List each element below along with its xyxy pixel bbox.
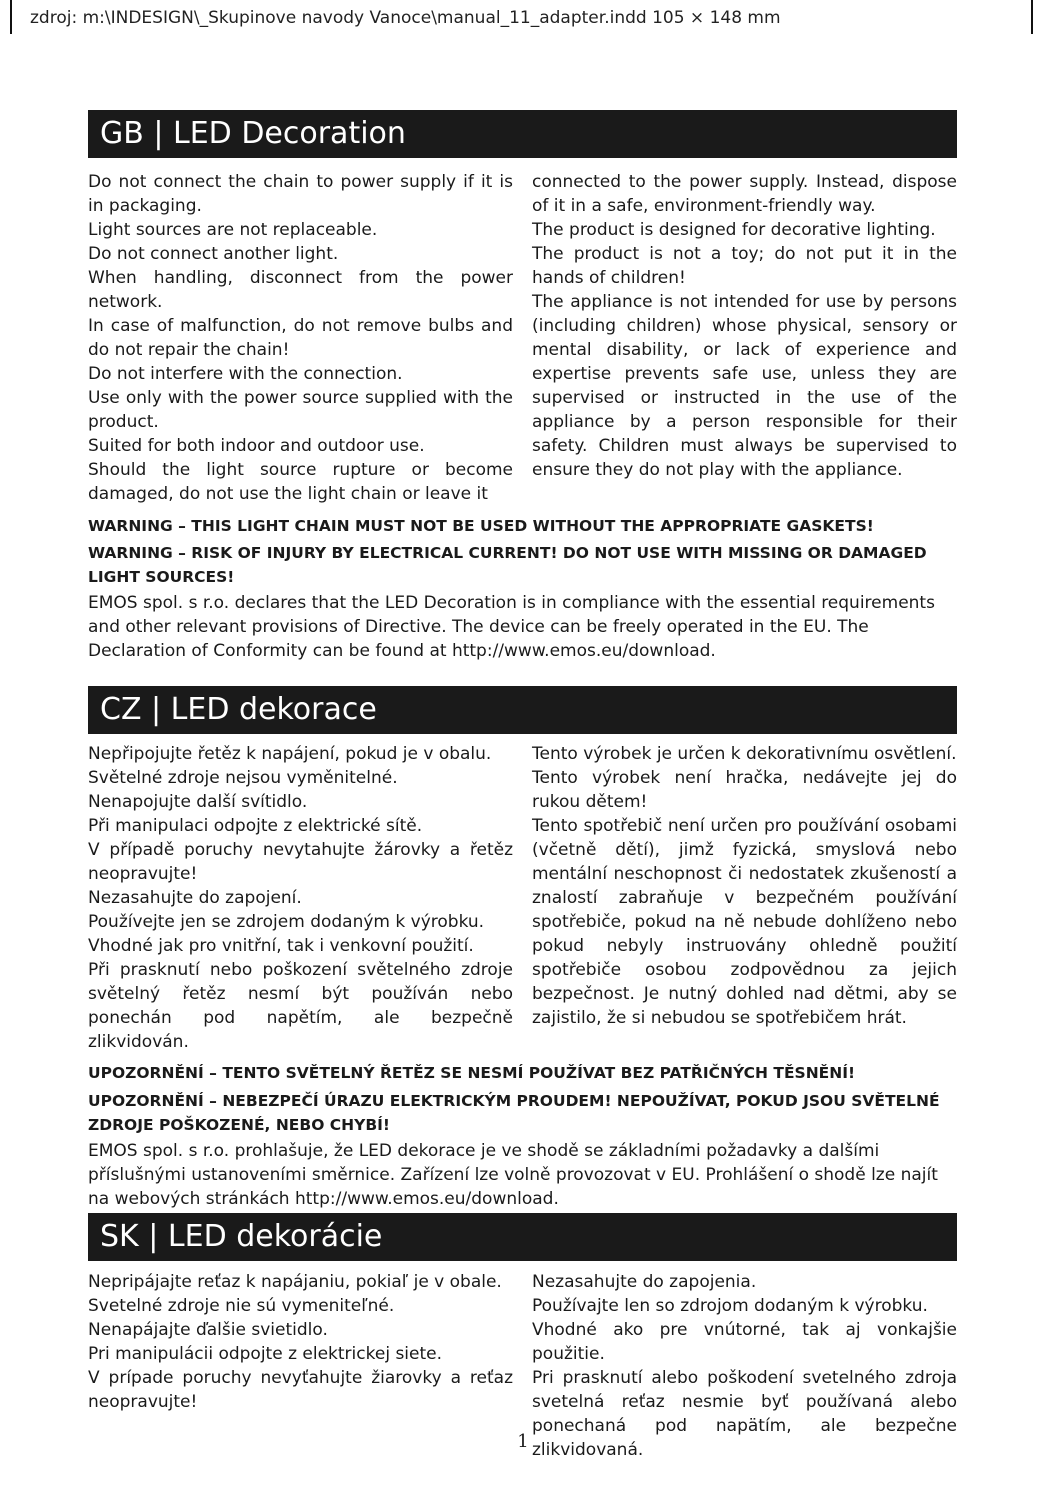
paragraph: Nepřipojujte řetěz k napájení, pokud je v obalu. <box>88 744 492 764</box>
paragraph: When handling, disconnect from the power network. <box>88 268 513 312</box>
paragraph: Nezasahujte do zapojení. <box>88 888 302 908</box>
paragraph: Tento spotřebič není určen pro používání osobami (včetně dětí), jimž fyzická, smyslová nebo mentální neschopnost či nedostatek zkušeností a znalostí zabraňuje v bezpečném používání spotřebiče, pokud na ně nebude dohlíženo nebo pokud nebyly instruovány ohledně použití spotřebiče osobou zodpovědnou za jejich bezpečnost. Je nutný dohled nad dětmi, aby se zajistilo, že si nebudou se spotřebičem hrát. <box>532 816 957 1028</box>
page-number: 1 <box>517 1431 529 1452</box>
paragraph: Nezasahujte do zapojenia. <box>532 1272 757 1292</box>
section-title-sk: SK | LED dekorácie <box>88 1213 957 1261</box>
paragraph: The product is not a toy; do not put it in the hands of children! <box>532 244 957 288</box>
section-title-gb: GB | LED Decoration <box>88 110 957 158</box>
paragraph: Používajte len so zdrojom dodaným k výrobku. <box>532 1296 928 1316</box>
paragraph: In case of malfunction, do not remove bulbs and do not repair the chain! <box>88 316 513 360</box>
section-gb <box>88 110 957 663</box>
crop-mark-right <box>1031 0 1033 34</box>
paragraph: Do not connect another light. <box>88 244 339 264</box>
section-cz <box>88 686 957 1211</box>
paragraph: Pri prasknutí alebo poškodení svetelného zdroja svetelná reťaz nesmie byť používaná alebo ponechaná pod napätím, ale bezpečne zlikvidovaná. <box>532 1368 957 1460</box>
paragraph: Nenapájajte ďalšie svietidlo. <box>88 1320 328 1340</box>
cz-right-column <box>532 742 957 1054</box>
source-path: zdroj: m:\INDESIGN\_Skupinove navody Vanoce\manual_11_adapter.indd 105 × 148 mm <box>30 8 781 28</box>
warning-gaskets: UPOZORNĚNÍ – TENTO SVĚTELNÝ ŘETĚZ SE NESMÍ POUŽÍVAT BEZ PATŘIČNÝCH TĚSNĚNÍ! <box>88 1064 856 1082</box>
warning-electrical: WARNING – RISK OF INJURY BY ELECTRICAL CURRENT! DO NOT USE WITH MISSING OR DAMAGED LIGHT SOURCES! <box>88 544 927 586</box>
paragraph: Nepripájajte reťaz k napájaniu, pokiaľ je v obale. <box>88 1272 502 1292</box>
section-sk <box>88 1213 957 1462</box>
declaration-text: EMOS spol. s r.o. declares that the LED Decoration is in compliance with the essential requirements and other relevant provisions of Directive. The device can be freely operated in the EU. The Declaration of Conformity can be found at http://www.emos.eu/download. <box>88 593 935 661</box>
cz-left-column <box>88 742 513 1054</box>
paragraph: Tento výrobek je určen k dekorativnímu osvětlení. <box>532 744 957 764</box>
paragraph: Should the light source rupture or become damaged, do not use the light chain or leave it <box>88 460 513 504</box>
paragraph: Tento výrobek není hračka, nedávejte jej do rukou dětem! <box>532 768 957 812</box>
crop-mark-left <box>10 0 12 34</box>
paragraph: Do not connect the chain to power supply if it is in packaging. <box>88 172 513 216</box>
paragraph: V případě poruchy nevytahujte žárovky a řetěz neopravujte! <box>88 840 513 884</box>
paragraph: Při prasknutí nebo poškození světelného zdroje světelný řetěz nesmí být používán nebo ponechán pod napětím, ale bezpečně zlikvidován. <box>88 960 513 1052</box>
paragraph: The product is designed for decorative lighting. <box>532 220 936 240</box>
paragraph: The appliance is not intended for use by persons (including children) whose physical, sensory or mental disability, or lack of experience and expertise prevents safe use, unless they are supervised or instructed in the use of the appliance by a person responsible for their safety. Children must always be supervised to ensure they do not play with the appliance. <box>532 292 957 480</box>
paragraph: V prípade poruchy nevyťahujte žiarovky a reťaz neopravujte! <box>88 1368 513 1412</box>
paragraph: Use only with the power source supplied with the product. <box>88 388 513 432</box>
paragraph: Nenapojujte další svítidlo. <box>88 792 308 812</box>
warning-electrical: UPOZORNĚNÍ – NEBEZPEČÍ ÚRAZU ELEKTRICKÝM PROUDEM! NEPOUŽÍVAT, POKUD JSOU SVĚTELNÉ ZDROJE POŠKOZENÉ, NEBO CHYBÍ! <box>88 1092 940 1134</box>
paragraph: Light sources are not replaceable. <box>88 220 378 240</box>
paragraph: connected to the power supply. Instead, dispose of it in a safe, environment-friendly way. <box>532 172 957 216</box>
paragraph: Používejte jen se zdrojem dodaným k výrobku. <box>88 912 485 932</box>
paragraph: Při manipulaci odpojte z elektrické sítě. <box>88 816 423 836</box>
paragraph: Do not interfere with the connection. <box>88 364 403 384</box>
paragraph: Vhodné ako pre vnútorné, tak aj vonkajšie použitie. <box>532 1320 957 1364</box>
paragraph: Vhodné jak pro vnitřní, tak i venkovní použití. <box>88 936 474 956</box>
section-title-cz: CZ | LED dekorace <box>88 686 957 734</box>
gb-right-column <box>532 170 957 506</box>
paragraph: Svetelné zdroje nie sú vymeniteľné. <box>88 1296 395 1316</box>
warning-gaskets: WARNING – THIS LIGHT CHAIN MUST NOT BE USED WITHOUT THE APPROPRIATE GASKETS! <box>88 517 874 535</box>
paragraph: Suited for both indoor and outdoor use. <box>88 436 425 456</box>
gb-left-column <box>88 170 513 506</box>
declaration-text: EMOS spol. s r.o. prohlašuje, že LED dekorace je ve shodě se základními požadavky a dalšími příslušnými ustanoveními směrnice. Zařízení lze volně provozovat v EU. Prohlášení o shodě lze najít na webových stránkách http://www.emos.eu/download. <box>88 1141 938 1209</box>
paragraph: Světelné zdroje nejsou vyměnitelné. <box>88 768 398 788</box>
paragraph: Pri manipulácii odpojte z elektrickej siete. <box>88 1344 443 1364</box>
